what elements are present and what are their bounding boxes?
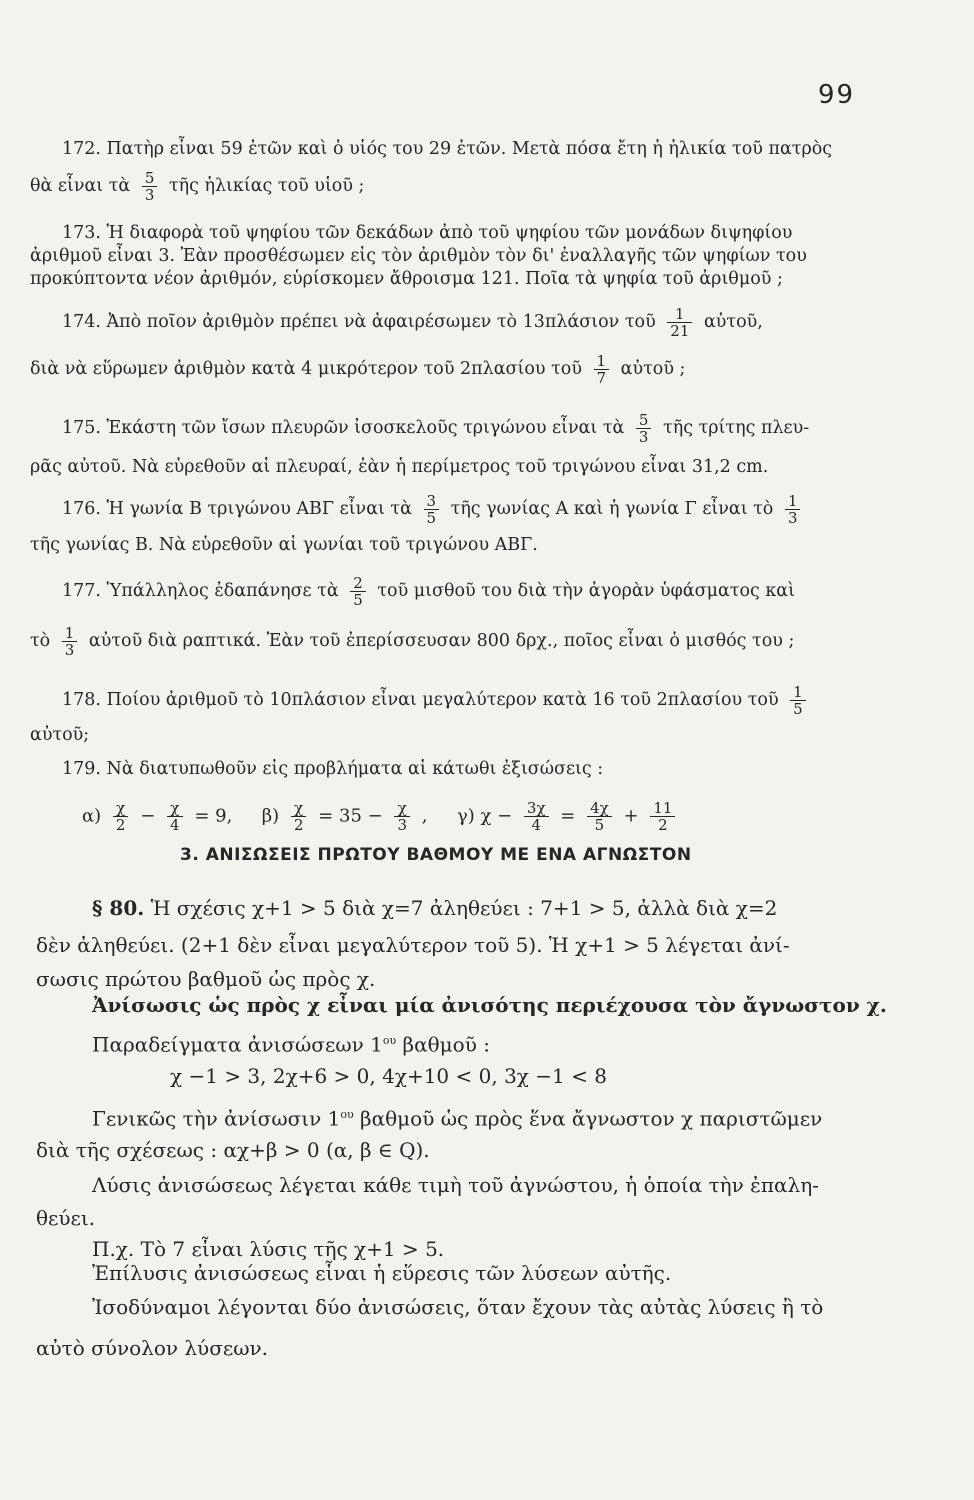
problem-172-line-1: 172. Πατὴρ εἶναι 59 ἐτῶν καὶ ὁ υἱός του 29 ἐτῶν. Μετὰ πόσα ἔτη ἡ ἡλικία τοῦ πατρὸς [62, 139, 833, 159]
denominator: 7 [594, 369, 610, 386]
fraction [142, 170, 158, 203]
text: βαθμοῦ ὡς πρὸς ἕνα ἄγνωστον χ παριστῶμεν [360, 1106, 823, 1131]
denominator: 4 [167, 816, 183, 833]
numerator: 3 [426, 492, 437, 510]
solution-def-line-2: θεύει. [36, 1206, 96, 1230]
problem-175-line-1 [62, 412, 809, 445]
text: τὸ [30, 631, 51, 651]
problem-174-line-1 [62, 306, 763, 339]
text: Παραδείγματα ἀνισώσεων 1 [92, 1032, 383, 1057]
text: τοῦ μισθοῦ του διὰ τὴν ἀγορὰν ὑφάσματος καὶ [377, 581, 795, 601]
denominator: 2 [113, 816, 129, 833]
denominator: 5 [350, 591, 366, 608]
eq-a-rhs: = 9, [194, 805, 233, 827]
section-80-line-2: δὲν ἀληθεύει. (2+1 δὲν εἶναι μεγαλύτερον τοῦ 5). Ἡ χ+1 > 5 λέγεται ἀνί- [36, 933, 790, 957]
denominator: 2 [291, 816, 307, 833]
section-heading: 3. ΑΝΙΣΩΣΕΙΣ ΠΡΩΤΟΥ ΒΑΘΜΟΥ ΜΕ ΕΝΑ ΑΓΝΩΣΤΟΝ [180, 845, 692, 865]
text: 177. Ὑπάλληλος ἐδαπάνησε τὰ [62, 581, 339, 601]
text: 174. Ἀπὸ ποῖον ἀριθμὸν πρέπει νὰ ἀφαιρέσωμεν τὸ 13πλάσιον τοῦ [62, 312, 656, 332]
fraction [790, 684, 806, 717]
problem-177-line-1 [62, 575, 795, 608]
numerator: 4χ [590, 799, 609, 817]
numerator: 11 [653, 799, 673, 817]
denominator: 3 [785, 509, 801, 526]
definition-inequality: Ἀνίσωσις ὡς πρὸς χ εἶναι μία ἀνισότης περιέχουσα τὸν ἄγνωστον χ. [92, 993, 887, 1017]
problem-179-equations [82, 800, 681, 833]
denominator: 4 [524, 816, 549, 833]
denominator: 3 [636, 428, 652, 445]
denominator: 5 [424, 509, 440, 526]
numerator: 1 [64, 624, 75, 642]
denominator: 3 [394, 816, 410, 833]
numerator: 1 [787, 492, 798, 510]
fraction [667, 306, 692, 339]
text: Γενικῶς τὴν ἀνίσωσιν 1 [92, 1106, 341, 1131]
solution-def-line-1: Λύσις ἀνισώσεως λέγεται κάθε τιμὴ τοῦ ἀγνώστου, ἡ ὁποία τὴν ἐπαλη- [92, 1173, 819, 1197]
numerator: χ [397, 799, 407, 817]
fraction [62, 625, 78, 658]
text: Ἡ σχέσις χ+1 > 5 διὰ χ=7 ἀληθεύει : 7+1 > 5, ἀλλὰ διὰ χ=2 [150, 896, 778, 920]
example-solution: Π.χ. Τὸ 7 εἶναι λύσις τῆς χ+1 > 5. [92, 1237, 445, 1261]
fraction [424, 493, 440, 526]
numerator: 1 [675, 305, 685, 323]
problem-179-line-1: 179. Νὰ διατυπωθοῦν εἰς προβλήματα αἱ κάτωθι ἐξισώσεις : [62, 759, 604, 779]
numerator: 1 [596, 352, 607, 370]
denominator: 5 [587, 816, 612, 833]
numerator: 5 [638, 411, 649, 429]
fraction [587, 800, 612, 833]
numerator: χ [294, 799, 304, 817]
text: διὰ νὰ εὕρωμεν ἀριθμὸν κατὰ 4 μικρότερον τοῦ 2πλασίου τοῦ [30, 359, 582, 379]
equivalent-def-line-2: αὐτὸ σύνολον λύσεων. [36, 1336, 269, 1360]
numerator: 1 [793, 683, 803, 701]
eq-b-mid: = 35 − [318, 805, 383, 827]
numerator: χ [116, 799, 126, 817]
section-number: § 80. [92, 896, 145, 920]
problem-174-line-2 [30, 353, 685, 386]
fraction [636, 412, 652, 445]
text: αὐτοῦ διὰ ραπτικά. Ἐὰν τοῦ ἐπερίσσευσαν 800 δρχ., ποῖος εἶναι ὁ μισθός του ; [88, 631, 795, 651]
problem-173-line-1: 173. Ἡ διαφορὰ τοῦ ψηφίου τῶν δεκάδων ἀπὸ τοῦ ψηφίου τῶν μονάδων διψηφίου [62, 223, 793, 243]
numerator: χ [170, 799, 180, 817]
problem-176-line-2: τῆς γωνίας Β. Νὰ εὑρεθοῦν αἱ γωνίαι τοῦ τριγώνου ΑΒΓ. [30, 535, 538, 555]
fraction [524, 800, 549, 833]
problem-176-line-1 [62, 493, 806, 526]
text: 176. Ἡ γωνία Β τριγώνου ΑΒΓ εἶναι τὰ [62, 499, 412, 519]
problem-173-line-3: προκύπτοντα νέον ἀριθμόν, εὑρίσκομεν ἄθροισμα 121. Ποῖα τὰ ψηφία τοῦ ἀριθμοῦ ; [30, 269, 783, 289]
general-form-line-1 [92, 1102, 822, 1132]
examples-label [92, 1028, 490, 1058]
problem-177-line-2 [30, 625, 794, 658]
superscript: ου [382, 1034, 397, 1047]
denominator: 5 [790, 700, 806, 717]
examples-list: χ −1 > 3, 2χ+6 > 0, 4χ+10 < 0, 3χ −1 < 8 [170, 1064, 607, 1088]
operator: − [140, 805, 156, 827]
comma: , [421, 805, 428, 827]
fraction [594, 353, 610, 386]
general-form-line-2: διὰ τῆς σχέσεως : αχ+β > 0 (α, β ∈ Q). [36, 1138, 430, 1162]
section-80-line-1 [92, 895, 777, 921]
fraction [167, 800, 183, 833]
fraction [394, 800, 410, 833]
eq-a-label: α) [82, 805, 102, 827]
text: τῆς ἡλικίας τοῦ υἱοῦ ; [168, 176, 365, 196]
fraction [113, 800, 129, 833]
numerator: 3χ [526, 799, 546, 817]
superscript: ου [340, 1108, 354, 1121]
problem-175-line-2: ρᾶς αὐτοῦ. Νὰ εὑρεθοῦν αἱ πλευραί, ἐὰν ἡ περίμετρος τοῦ τριγώνου εἶναι 31,2 cm. [30, 457, 769, 477]
numerator: 5 [144, 169, 155, 187]
eq-b-label: β) [261, 805, 280, 827]
denominator: 2 [650, 816, 675, 833]
page-number: 99 [818, 80, 856, 110]
text: 175. Ἑκάστη τῶν ἴσων πλευρῶν ἰσοσκελοῦς τριγώνου εἶναι τὰ [62, 418, 625, 438]
denominator: 3 [142, 186, 158, 203]
problem-173-line-2: ἀριθμοῦ εἶναι 3. Ἐὰν προσθέσωμεν εἰς τὸν ἀριθμὸν τὸν δι' ἐναλλαγῆς τῶν ψηφίων του [30, 246, 807, 266]
text: θὰ εἶναι τὰ [30, 176, 131, 196]
operator: + [623, 805, 639, 827]
problem-178-line-1 [62, 684, 812, 717]
numerator: 2 [353, 574, 363, 592]
text: τῆς γωνίας Α καὶ ἡ γωνία Γ εἶναι τὸ [450, 499, 774, 519]
denominator: 21 [667, 322, 692, 339]
fraction [650, 800, 675, 833]
problem-172-line-2 [30, 170, 364, 203]
text: βαθμοῦ : [402, 1032, 490, 1057]
section-80-line-3: σωσις πρώτου βαθμοῦ ὡς πρὸς χ. [36, 967, 376, 991]
denominator: 3 [62, 641, 78, 658]
text: αὐτοῦ, [703, 312, 763, 332]
text: αὐτοῦ ; [620, 359, 686, 379]
operator: = [560, 805, 576, 827]
fraction [785, 493, 801, 526]
eq-c-label: γ) χ − [456, 805, 513, 827]
text: 178. Ποίου ἀριθμοῦ τὸ 10πλάσιον εἶναι μεγαλύτερον κατὰ 16 τοῦ 2πλασίου τοῦ [62, 690, 779, 710]
fraction [350, 575, 366, 608]
problem-178-line-2: αὐτοῦ; [30, 725, 90, 745]
solving-def: Ἐπίλυσις ἀνισώσεως εἶναι ἡ εὕρεσις τῶν λύσεων αὐτῆς. [92, 1261, 672, 1285]
fraction [291, 800, 307, 833]
equivalent-def-line-1: Ἰσοδύναμοι λέγονται δύο ἀνισώσεις, ὅταν ἔχουν τὰς αὐτὰς λύσεις ἢ τὸ [92, 1295, 824, 1319]
text: τῆς τρίτης πλευ- [663, 418, 810, 438]
